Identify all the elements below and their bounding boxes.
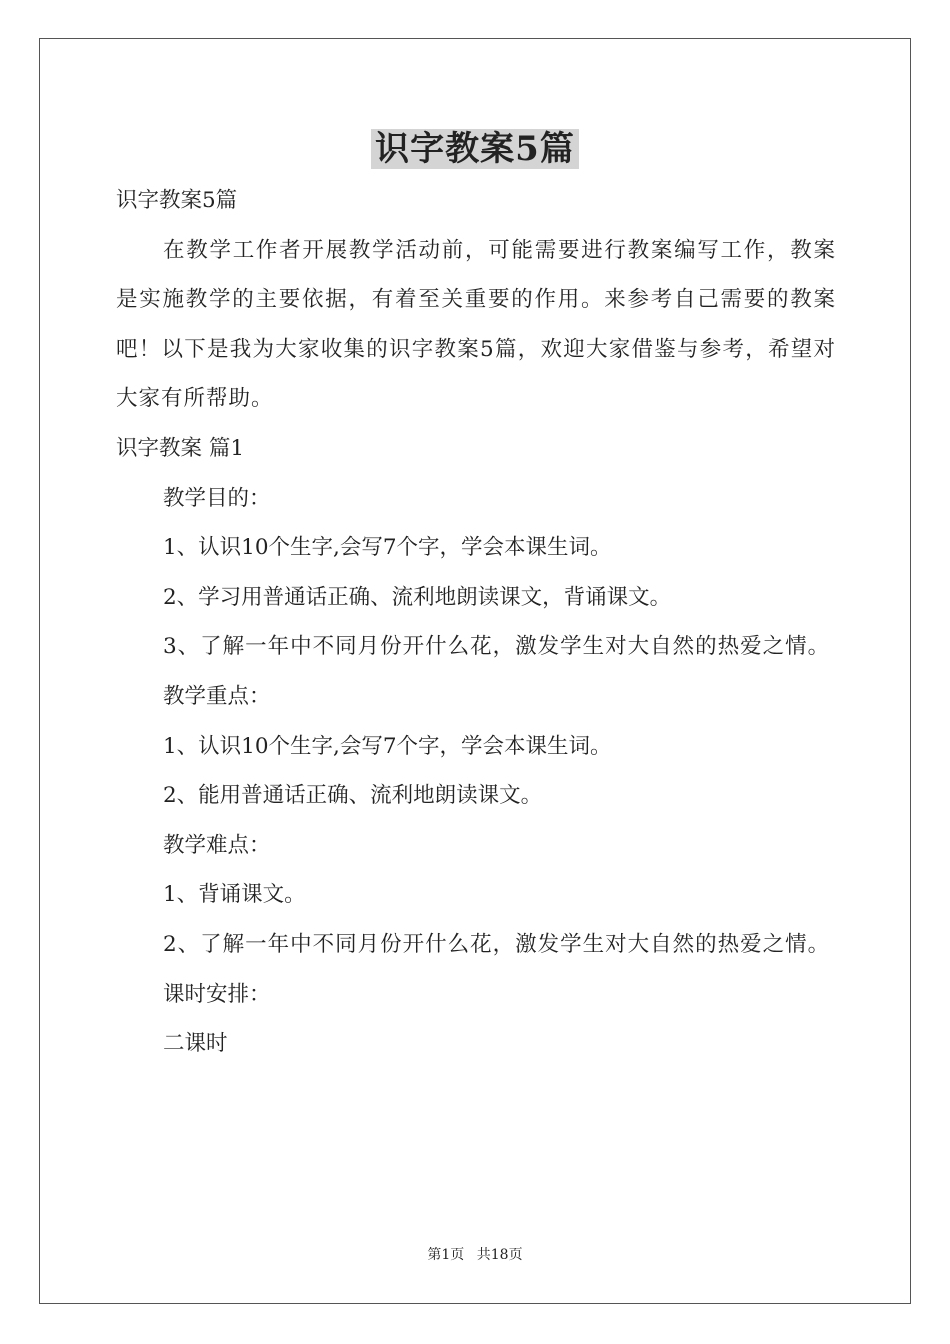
text-paragraph: 2、了解一年中不同月份开什么花，激发学生对大自然的热爱之情。 bbox=[163, 931, 831, 957]
document-title bbox=[0, 124, 950, 174]
text-line: 二课时 bbox=[163, 1031, 228, 1057]
page-footer bbox=[0, 1245, 950, 1265]
intro-paragraph: 在教学工作者开展教学活动前，可能需要进行教案编写工作，教案是实施教学的主要依据，有着至关重要的作用。来参考自己需要的教案吧！以下是我为大家收集的识字教案5篇，欢迎大家借鉴与参考，希望对大家有所帮助。 bbox=[116, 237, 836, 412]
document-title-text: 识字教案5篇 bbox=[371, 129, 579, 169]
text-line: 1、背诵课文。 bbox=[163, 882, 306, 908]
text-paragraph: 3、了解一年中不同月份开什么花，激发学生对大自然的热爱之情。 bbox=[163, 634, 831, 660]
text-line: 1、认识10个生字,会写7个字，学会本课生词。 bbox=[163, 535, 612, 561]
text-line: 教学难点： bbox=[163, 832, 271, 858]
section-heading: 识字教案 篇1 bbox=[116, 435, 245, 461]
page-number: 第1页 bbox=[427, 1247, 465, 1263]
text-line: 教学目的： bbox=[163, 485, 271, 511]
document-subtitle: 识字教案5篇 bbox=[116, 188, 238, 213]
text-line: 2、学习用普通话正确、流利地朗读课文，背诵课文。 bbox=[163, 584, 672, 610]
text-line: 1、认识10个生字,会写7个字，学会本课生词。 bbox=[163, 733, 612, 759]
text-line: 课时安排： bbox=[163, 981, 271, 1007]
text-line: 2、能用普通话正确、流利地朗读课文。 bbox=[163, 783, 543, 809]
page-total: 共18页 bbox=[476, 1247, 523, 1263]
text-line: 教学重点： bbox=[163, 683, 271, 709]
document-body bbox=[116, 176, 836, 1069]
